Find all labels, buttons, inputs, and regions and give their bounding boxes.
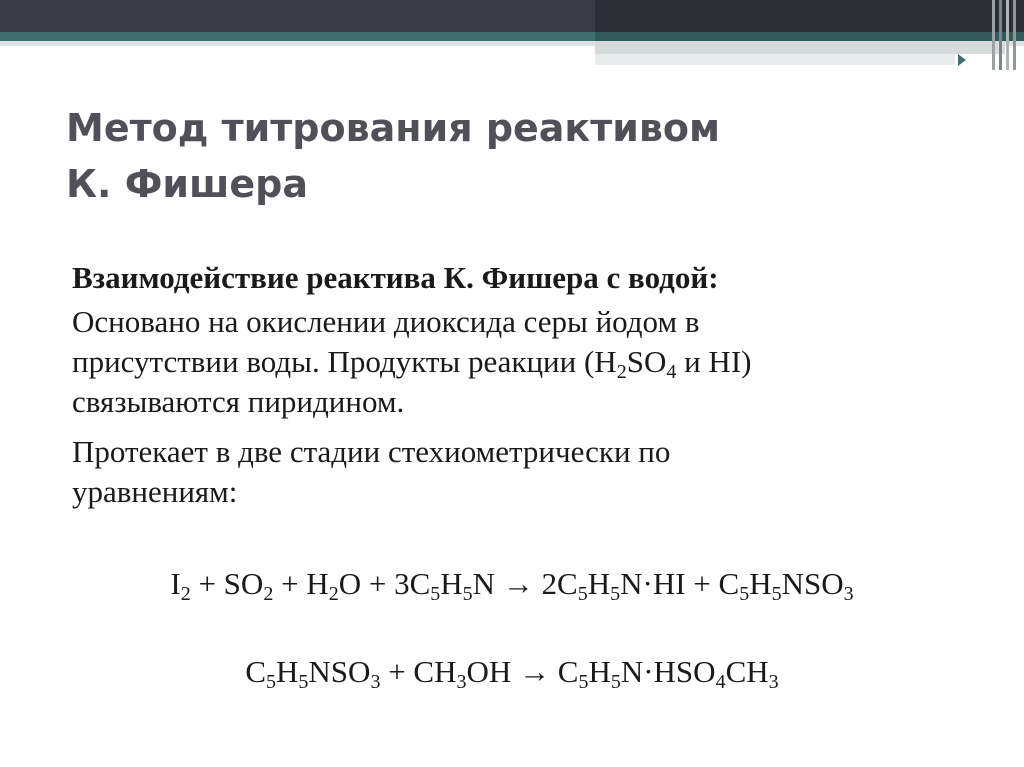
equation-term: + CH [380, 654, 457, 689]
header-stripe [1013, 0, 1016, 70]
equation-subscript: 3 [370, 671, 381, 693]
equation-term: + SO [190, 566, 264, 601]
equation-subscript: 3 [768, 671, 779, 693]
equation-subscript: 2 [180, 583, 191, 605]
paragraph-2 [72, 432, 972, 512]
title-line-2: К. Фишера [66, 162, 309, 206]
slide-title [66, 100, 966, 212]
equation-term: H [749, 566, 772, 601]
p1-sub1: 2 [616, 361, 627, 383]
slide-body [72, 258, 972, 512]
equation-term: N → 2C [472, 566, 578, 601]
header-block-dark [595, 0, 1024, 32]
body-heading: Взаимодействие реактива К. Фишера с водой: [72, 260, 719, 295]
equation-term: I [170, 566, 181, 601]
equation-term: H [588, 654, 611, 689]
equation-term: CH [725, 654, 769, 689]
header-block-low [595, 54, 955, 65]
equation-subscript: 5 [462, 583, 473, 605]
triangle-marker-icon [958, 54, 966, 66]
equation-subscript: 4 [715, 671, 726, 693]
equation-1 [0, 566, 1024, 605]
header-stripe [999, 0, 1002, 70]
p2-line1: Протекает в две стадии стехиометрически по [72, 434, 671, 469]
header-stripe [1006, 0, 1009, 70]
equation-term: H [276, 654, 299, 689]
equation-term: NSO [308, 654, 371, 689]
equation-term: N·HSO [620, 654, 716, 689]
equation-term: O + 3C [338, 566, 431, 601]
equation-subscript: 5 [577, 583, 588, 605]
p1-line3: связываются пиридином. [72, 384, 405, 419]
equation-subscript: 5 [610, 671, 621, 693]
equation-term: H [587, 566, 611, 601]
equation-term: + H [273, 566, 329, 601]
header-stripe [992, 0, 995, 70]
equation-term: N·HI + C [620, 566, 740, 601]
paragraph-1 [72, 302, 972, 422]
equation-subscript: 5 [430, 583, 441, 605]
p1-line1: Основано на окислении диоксида серы йодом в [72, 304, 700, 339]
equation-term: NSO [781, 566, 844, 601]
p2-line2: уравнениям: [72, 474, 238, 509]
title-line-1: Метод титрования реактивом [66, 106, 721, 150]
equation-term: OH → C [466, 654, 579, 689]
equation-subscript: 5 [610, 583, 621, 605]
equation-subscript: 2 [263, 583, 274, 605]
equation-subscript: 3 [456, 671, 467, 693]
equation-subscript: 3 [843, 583, 854, 605]
header-block-mid [595, 41, 1005, 54]
equation-subscript: 5 [771, 583, 782, 605]
equation-subscript: 5 [739, 583, 750, 605]
p1-line2c: и HI) [676, 344, 752, 379]
p1-line2a: присутствии воды. Продукты реакции (H [72, 344, 617, 379]
equation-term: H [440, 566, 463, 601]
p1-line2b: SO [626, 344, 667, 379]
equation-subscript: 2 [328, 583, 339, 605]
equation-term: C [245, 654, 267, 689]
p1-sub2: 4 [666, 361, 677, 383]
header-block-teal [595, 32, 1024, 41]
equation-subscript: 5 [578, 671, 589, 693]
equation-subscript: 5 [298, 671, 309, 693]
equation-subscript: 5 [266, 671, 277, 693]
equation-2 [0, 654, 1024, 693]
